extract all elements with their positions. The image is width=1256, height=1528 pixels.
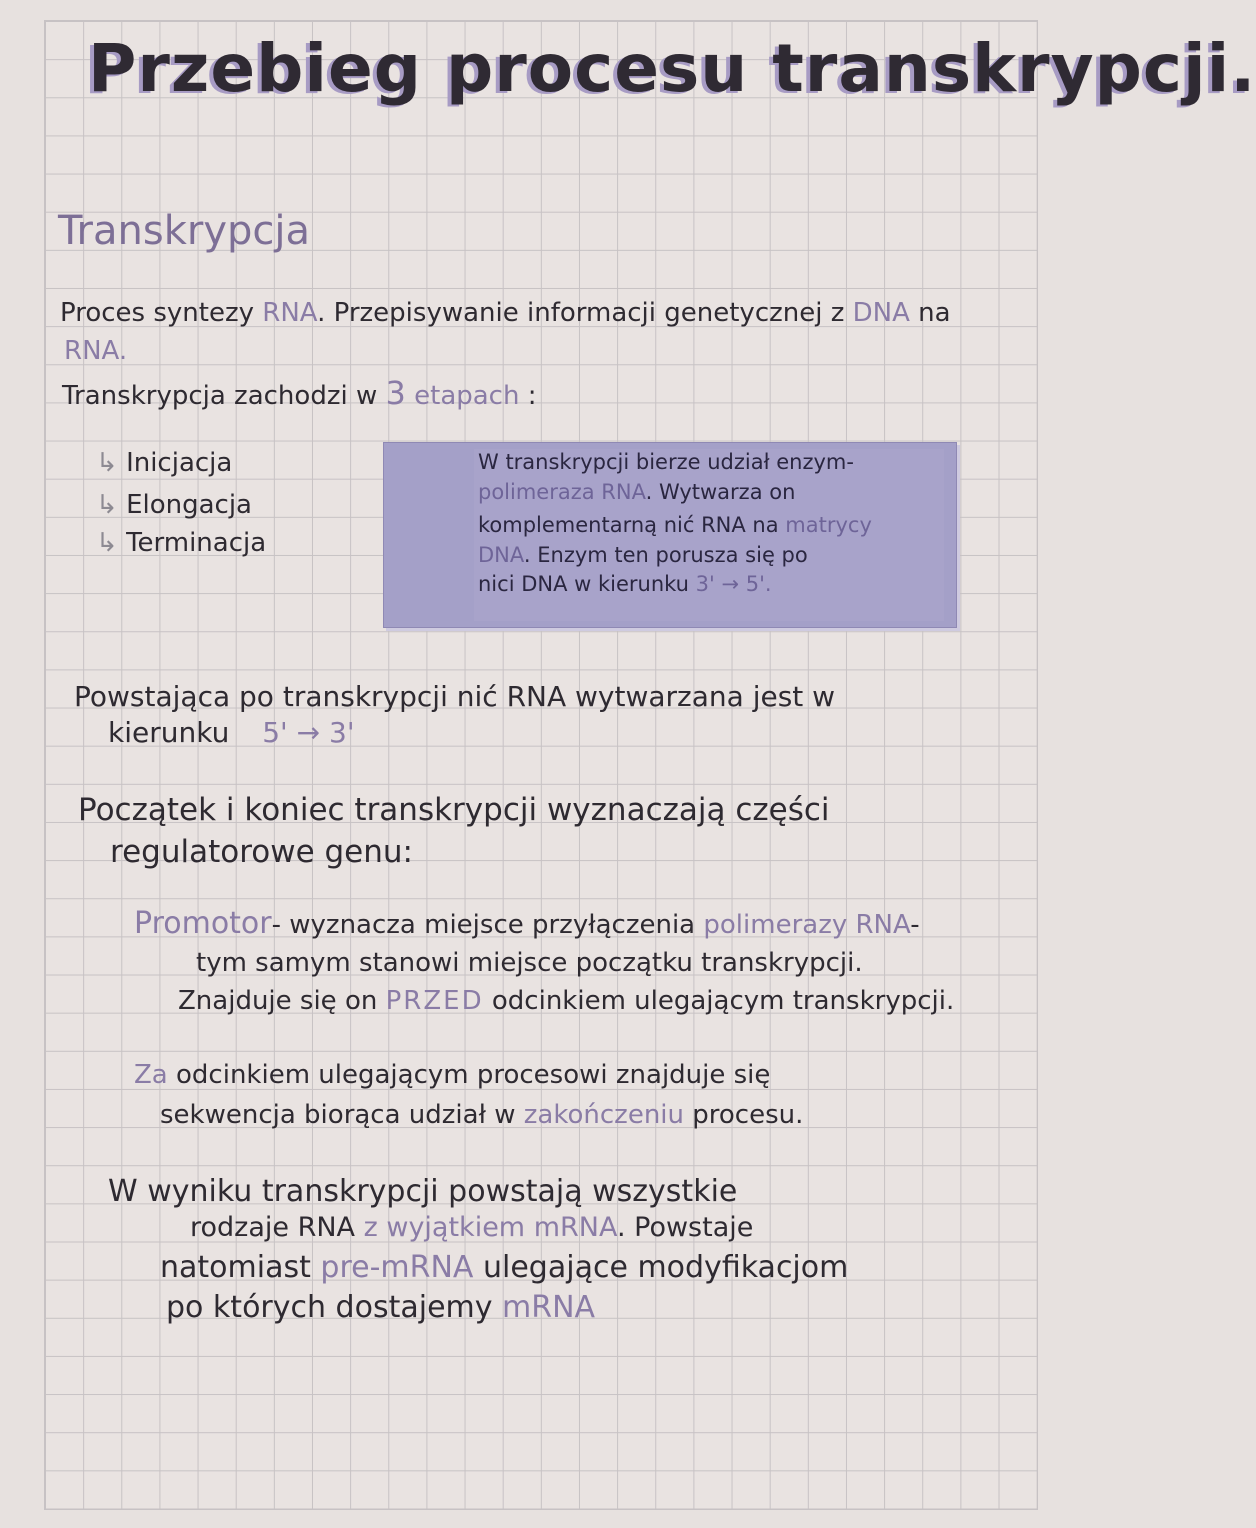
highlight-etapach: etapach xyxy=(414,381,520,411)
highlight-mrna-final: mRNA xyxy=(502,1290,596,1325)
text: procesu. xyxy=(692,1100,804,1130)
highlight-rna: RNA xyxy=(262,298,318,328)
stage-label: Inicjacja xyxy=(126,448,233,478)
text: sekwencja biorąca udział w xyxy=(160,1100,516,1130)
arrow-icon: ↳ xyxy=(96,528,118,558)
text: Transkrypcja zachodzi w xyxy=(62,381,378,411)
text: odcinkiem ulegającym procesowi znajduje się xyxy=(176,1060,771,1090)
list-item xyxy=(96,528,266,558)
arrow-icon: ↳ xyxy=(96,448,118,478)
intro-line-2: RNA. xyxy=(64,336,128,366)
highlight-zakonczeniu: zakończeniu xyxy=(523,1100,684,1130)
arrow-icon: ↳ xyxy=(96,490,118,520)
stage-label: Terminacja xyxy=(126,528,267,558)
highlight-mrna: mRNA xyxy=(533,1212,617,1243)
highlight-przed: PRZED xyxy=(385,986,484,1016)
info-line-4 xyxy=(478,543,808,567)
highlight-number: 3 xyxy=(385,374,406,412)
promoter-line-2: tym samym stanowi miejsce początku transkrypcji. xyxy=(196,948,863,978)
regulatory-line-2: regulatorowe genu: xyxy=(110,834,413,870)
regulatory-line-1: Początek i koniec transkrypcji wyznaczają części xyxy=(78,792,830,828)
info-line-1: W transkrypcji bierze udział enzym- xyxy=(478,450,854,474)
highlight-direction: 3' → 5'. xyxy=(695,572,772,596)
terminator-line-2 xyxy=(160,1100,803,1130)
result-line-3 xyxy=(160,1250,848,1285)
direction-line-2 xyxy=(108,716,355,749)
text: - xyxy=(910,910,920,940)
highlight-direction: 5' → 3' xyxy=(262,716,355,749)
terminator-line-1 xyxy=(134,1060,770,1090)
info-line-3 xyxy=(478,513,872,537)
list-item xyxy=(96,448,232,478)
intro-line-3 xyxy=(62,374,537,412)
text: . Przepisywanie informacji genetycznej z xyxy=(317,298,845,328)
text: - wyznacza miejsce przyłączenia xyxy=(271,910,696,940)
text: Proces syntezy xyxy=(60,298,254,328)
text: komplementarną nić RNA na xyxy=(478,513,779,537)
text: natomiast xyxy=(160,1250,311,1285)
text: : xyxy=(527,381,537,411)
page-title: Przebieg procesu transkrypcji. xyxy=(88,30,1256,107)
highlight-z-wyjatkiem: z wyjątkiem xyxy=(363,1212,526,1243)
highlight-polimerazy: polimerazy RNA xyxy=(703,910,911,940)
promoter-line-1 xyxy=(134,906,920,941)
text: . Enzym ten porusza się po xyxy=(523,543,808,567)
highlight-pre-mrna: pre-mRNA xyxy=(320,1250,474,1285)
highlight-polimeraza: polimeraza RNA xyxy=(478,480,646,504)
text: na xyxy=(918,298,951,328)
highlight-promotor: Promotor xyxy=(134,906,272,941)
text: Znajduje się on xyxy=(178,986,378,1016)
text: po których dostajemy xyxy=(166,1290,493,1325)
section-heading: Transkrypcja xyxy=(58,208,310,254)
stage-label: Elongacja xyxy=(126,490,252,520)
highlight-dna: DNA xyxy=(478,543,524,567)
text: . Wytwarza on xyxy=(645,480,796,504)
highlight-matrycy: matrycy xyxy=(785,513,872,537)
text: ulegające modyfikacjom xyxy=(483,1250,849,1285)
text: kierunku xyxy=(108,716,230,749)
result-line-4 xyxy=(166,1290,595,1325)
result-line-2 xyxy=(190,1212,753,1243)
highlight-dna: DNA xyxy=(852,298,910,328)
text: odcinkiem ulegającym transkrypcji. xyxy=(491,986,955,1016)
promoter-line-3 xyxy=(178,986,954,1016)
text: rodzaje RNA xyxy=(190,1212,356,1243)
result-line-1: W wyniku transkrypcji powstają wszystkie xyxy=(108,1174,738,1209)
intro-line-1 xyxy=(60,298,951,328)
list-item xyxy=(96,490,252,520)
text: nici DNA w kierunku xyxy=(478,572,689,596)
info-line-2 xyxy=(478,480,795,504)
highlight-za: Za xyxy=(134,1060,168,1090)
info-line-5 xyxy=(478,572,772,596)
direction-line-1: Powstająca po transkrypcji nić RNA wytwarzana jest w xyxy=(74,680,836,713)
text: . Powstaje xyxy=(616,1212,754,1243)
